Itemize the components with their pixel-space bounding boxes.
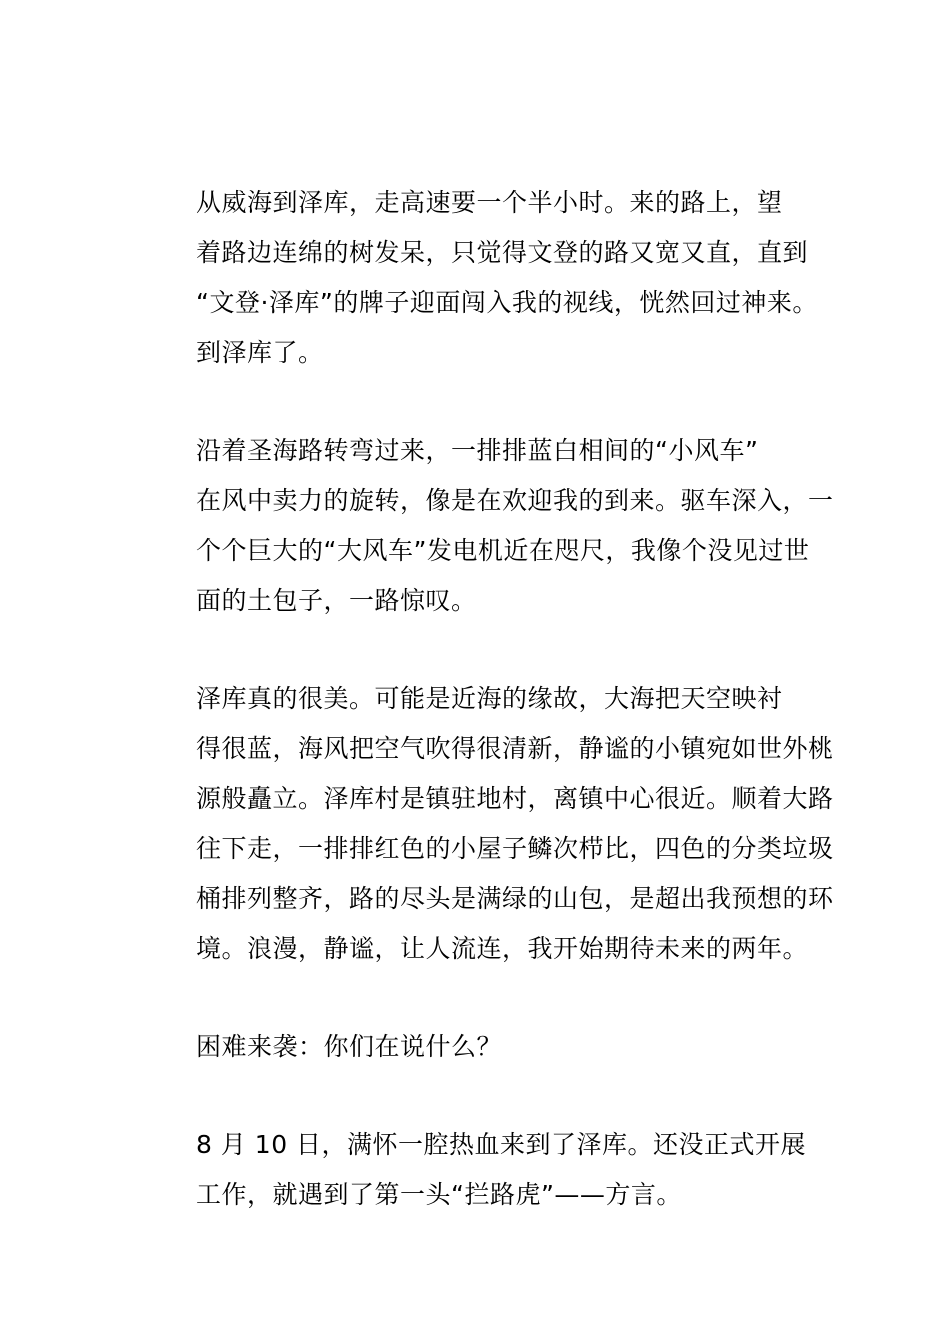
text-line: 泽库真的很美。可能是近海的缘故，大海把天空映衬 [196, 684, 783, 713]
paragraph-windmills [144, 426, 834, 626]
section-heading-difficulty [144, 1022, 808, 1072]
text-line: 从威海到泽库，走高速要一个半小时。来的路上，望 [196, 188, 783, 217]
text-line: 桶排列整齐，路的尽头是满绿的山包，是超出我预想的环 [196, 884, 834, 913]
text-line: “文登·泽库”的牌子迎面闯入我的视线，恍然回过神来。 [196, 288, 818, 317]
text-line: 工作，就遇到了第一头“拦路虎”——方言。 [196, 1180, 682, 1209]
text-line: 面的土包子，一路惊叹。 [196, 586, 477, 615]
text-line: 困难来袭：你们在说什么？ [196, 1032, 503, 1061]
text-line: 着路边连绵的树发呆，只觉得文登的路又宽又直，直到 [196, 238, 809, 267]
text-line: 个个巨大的“大风车”发电机近在咫尺，我像个没见过世 [196, 536, 810, 565]
text-line: 得很蓝，海风把空气吹得很清新，静谧的小镇宛如世外桃 [196, 734, 834, 763]
text-line: 8 月 10 日，满怀一腔热血来到了泽库。还没正式开展 [196, 1130, 807, 1159]
text-line: 到泽库了。 [196, 338, 324, 367]
paragraph-dialect [144, 1120, 808, 1220]
text-line: 在风中卖力的旋转，像是在欢迎我的到来。驱车深入，一 [196, 486, 834, 515]
text-line: 境。浪漫，静谧，让人流连，我开始期待未来的两年。 [196, 934, 809, 963]
text-line: 往下走，一排排红色的小屋子鳞次栉比，四色的分类垃圾 [196, 834, 834, 863]
paragraph-arrival [144, 178, 818, 378]
text-line: 沿着圣海路转弯过来，一排排蓝白相间的“小风车” [196, 436, 759, 465]
paragraph-scenery [144, 674, 834, 974]
document-body [144, 178, 834, 1220]
text-line: 源般矗立。泽库村是镇驻地村，离镇中心很近。顺着大路 [196, 784, 834, 813]
